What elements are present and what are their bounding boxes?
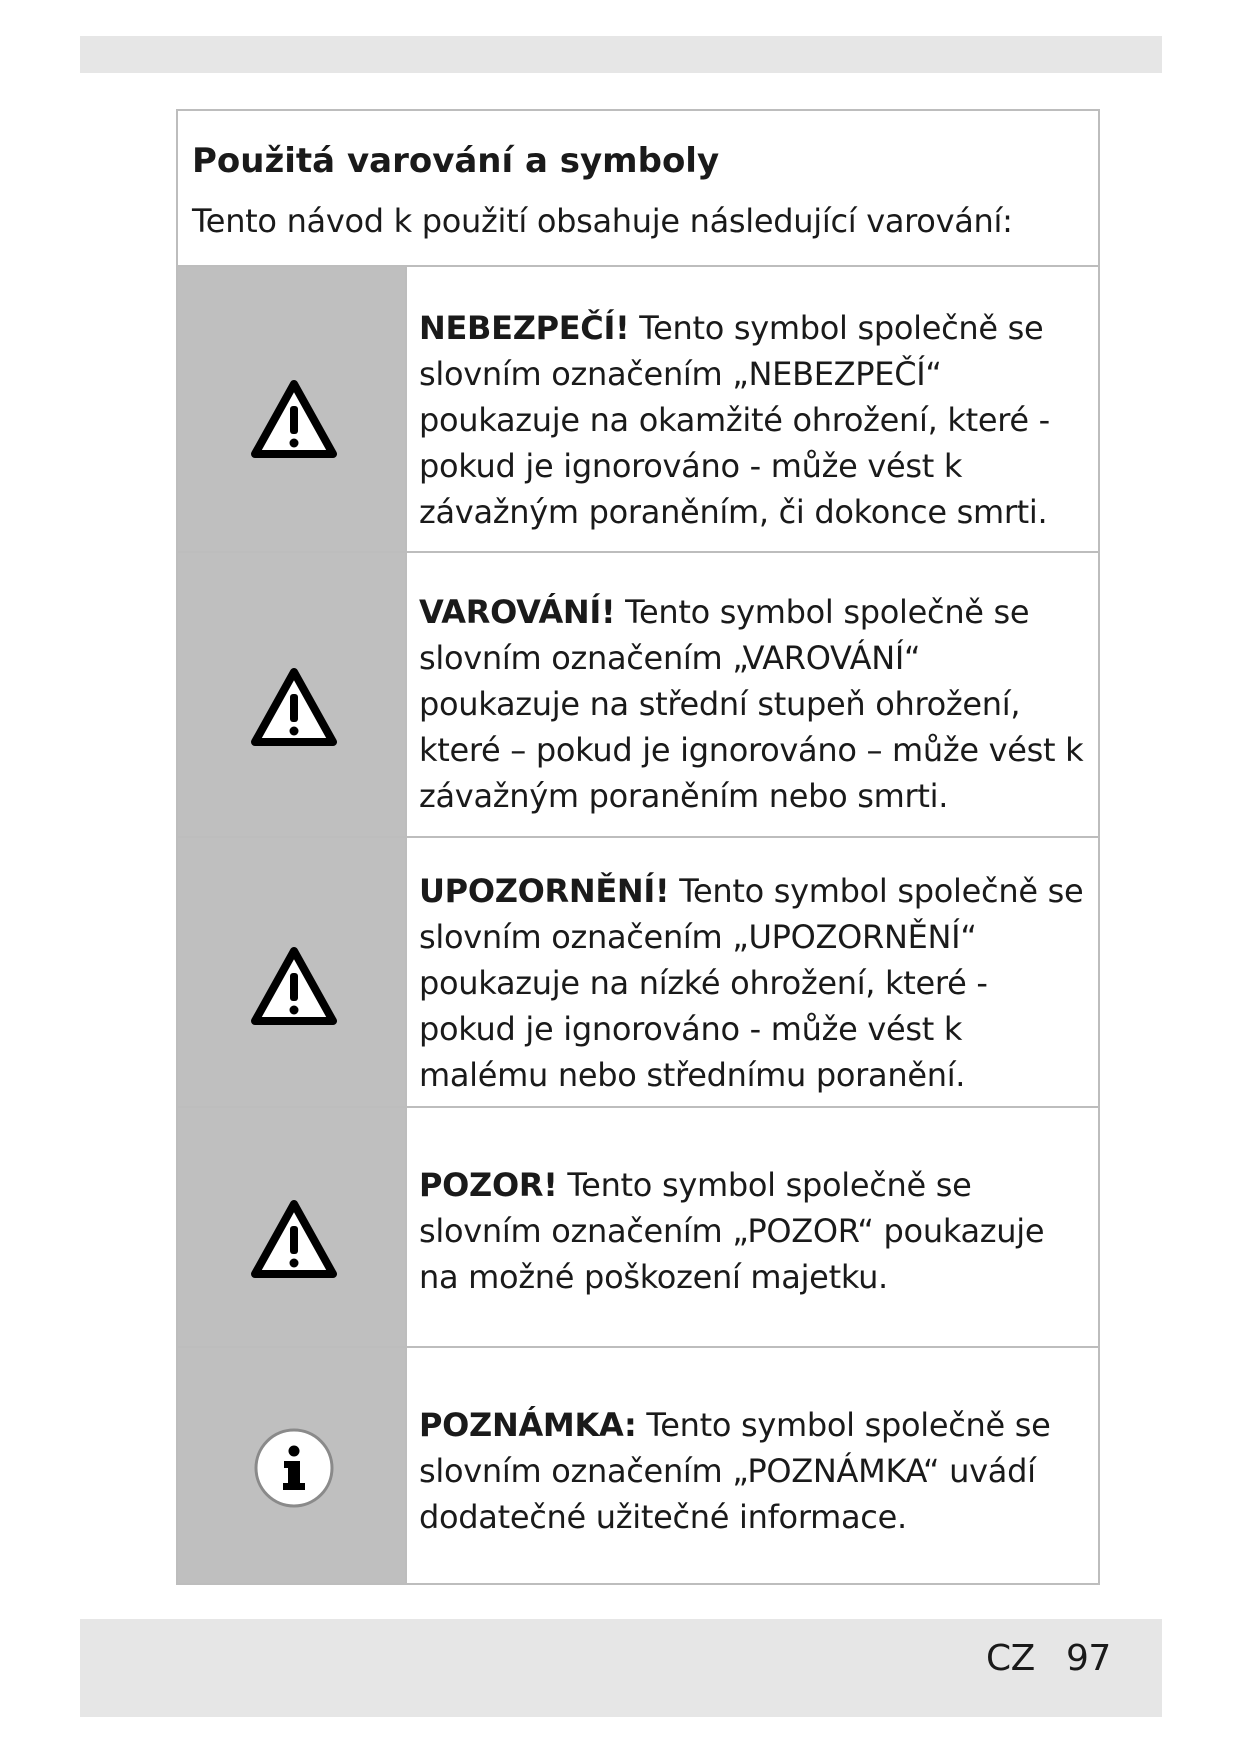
icon-cell [178, 1348, 407, 1583]
keyword-warning: VAROVÁNÍ! [419, 593, 616, 631]
table-row-note [178, 1348, 1098, 1583]
table-row-caution [178, 838, 1098, 1108]
icon-cell [178, 553, 407, 836]
description: Tento symbol společně se slovním označením „POZNÁMKA“ uvádí dodatečné užitečné informace. [419, 1406, 1051, 1536]
row-text [419, 868, 1088, 1098]
header-band [80, 36, 1162, 73]
icon-cell [178, 267, 407, 551]
description: Tento symbol společně se slovním označením „NEBEZPEČÍ“ poukazuje na okamžité ohrožení, které - pokud je ignorováno - může vést k závažným poraněním, či dokonce smrti. [419, 309, 1050, 531]
row-text [419, 1402, 1088, 1540]
row-text [419, 1162, 1088, 1300]
keyword-notice: POZOR! [419, 1166, 558, 1204]
icon-cell [178, 838, 407, 1106]
keyword-caution: UPOZORNĚNÍ! [419, 872, 670, 910]
table-row-notice [178, 1108, 1098, 1348]
intro-section [178, 111, 1098, 267]
language-code: CZ [986, 1638, 1035, 1679]
warnings-table [176, 109, 1100, 1585]
icon-cell [178, 1108, 407, 1346]
table-row-warning [178, 553, 1098, 838]
info-icon [250, 1427, 338, 1509]
row-text [419, 589, 1088, 819]
table-row-danger [178, 267, 1098, 553]
warning-triangle-icon [250, 666, 338, 748]
warning-triangle-icon [250, 1198, 338, 1280]
keyword-danger: NEBEZPEČÍ! [419, 309, 630, 347]
intro-text: Tento návod k použití obsahuje následující varování: [192, 202, 1013, 240]
warning-triangle-icon [250, 378, 338, 460]
description: Tento symbol společně se slovním označením „VAROVÁNÍ“ poukazuje na střední stupeň ohrožení, které – pokud je ignorováno – může vést k závažným poraněním nebo smrti. [419, 593, 1084, 815]
page-number: 97 [1066, 1638, 1111, 1679]
row-text [419, 305, 1088, 535]
keyword-note: POZNÁMKA: [419, 1406, 637, 1444]
warning-triangle-icon [250, 945, 338, 1027]
description: Tento symbol společně se slovním označením „UPOZORNĚNÍ“ poukazuje na nízké ohrožení, které - pokud je ignorováno - může vést k malému nebo střednímu poranění. [419, 872, 1084, 1094]
description: Tento symbol společně se slovním označením „POZOR“ poukazuje na možné poškození majetku. [419, 1166, 1045, 1296]
section-title: Použitá varování a symboly [192, 141, 720, 181]
